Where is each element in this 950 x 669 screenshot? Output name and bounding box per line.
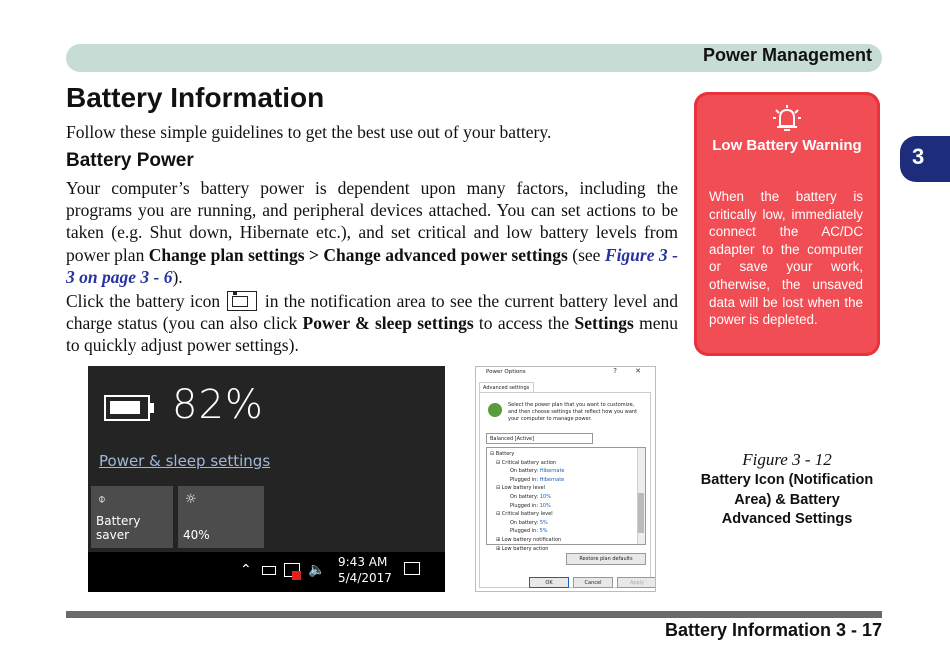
warning-title: Low Battery Warning: [712, 137, 862, 154]
chevron-up-icon[interactable]: ⌃: [240, 562, 252, 578]
warning-text: When the battery is critically low, immediately connect the AC/DC adapter to the computer or save your work, otherwise, the unsaved data will be lost when the power is depleted.: [709, 189, 863, 328]
power-plan-icon: [488, 403, 502, 417]
footer-bar: [66, 611, 882, 618]
volume-icon[interactable]: 🔈: [308, 562, 326, 578]
battery-icon: [227, 291, 257, 311]
brightness-label: 40%: [183, 528, 210, 542]
power-plan-select[interactable]: Balanced [Active]: [486, 433, 593, 444]
clock[interactable]: 9:43 AM 5/4/2017: [338, 555, 392, 585]
tree-item[interactable]: Plugged in: Hibernate: [510, 476, 565, 483]
header-title: Power Management: [702, 45, 872, 65]
dialog-description: Select the power plan that you want to customize, and then choose settings that reflect how you want your computer to manage power.: [508, 402, 638, 422]
dialog-title: Power Options: [486, 369, 526, 375]
tree-item[interactable]: ⊞ Low battery action: [496, 545, 549, 552]
power-sleep-settings-link[interactable]: Power & sleep settings: [99, 452, 271, 470]
tree-item[interactable]: Plugged in: 5%: [510, 528, 548, 535]
battery-flyout-screenshot: [88, 366, 445, 592]
tray-battery-icon[interactable]: [262, 566, 276, 575]
alarm-bell-icon: [772, 104, 802, 132]
brightness-icon: ☼: [185, 492, 197, 507]
figure-reference-link[interactable]: Figure 3 - 3 on page 3 - 6: [66, 244, 678, 287]
brightness-tile[interactable]: [178, 486, 264, 548]
battery-saver-icon: ⌽: [98, 492, 106, 507]
intro-text: Follow these simple guidelines to get the best use out of your battery.: [66, 122, 552, 142]
tree-item[interactable]: ⊟ Critical battery action: [496, 459, 557, 466]
notification-icon[interactable]: [404, 562, 420, 575]
battery-power-paragraph: Your computer’s battery power is dependent upon many factors, including the programs you are running, and peripheral devices attached. You can set actions to be taken (e.g. Shut down, Hibernate etc.), and set critical and low battery levels from power plan Change plan settings > Change advanced power settings (see Figure 3 - 3 on page 3 - 6).: [66, 178, 678, 287]
ok-button[interactable]: OK: [529, 577, 569, 588]
cancel-button[interactable]: Cancel: [573, 577, 613, 588]
tree-item[interactable]: Plugged in: 10%: [510, 502, 551, 509]
tree-item[interactable]: ⊟ Low battery level: [496, 485, 545, 492]
scrollbar-thumb[interactable]: [638, 493, 644, 533]
tree-item[interactable]: On battery: 5%: [510, 519, 548, 526]
battery-percent: 82%: [172, 382, 264, 428]
tree-item[interactable]: ⊟ Battery: [490, 451, 515, 457]
tree-item[interactable]: ⊞ Low battery notification: [496, 537, 562, 543]
battery-icon-paragraph: Click the battery icon in the notification area to see the current battery level and charge status (you can also click Power & sleep settings to access the Settings menu to quickly adjust power settings).: [66, 291, 679, 356]
battery-saver-tile[interactable]: [91, 486, 173, 548]
tree-item[interactable]: On battery: Hibernate: [510, 468, 565, 475]
figure-caption: Battery Icon (Notification Area) & Battery Advanced Settings: [700, 472, 874, 527]
footer-text: Battery Information 3 - 17: [664, 620, 882, 640]
chapter-tab: [900, 136, 950, 182]
page-title: Battery Information: [66, 82, 325, 113]
battery-saver-label: Battery saver: [96, 514, 141, 542]
apply-button[interactable]: Apply: [617, 577, 656, 588]
chapter-number: 3: [912, 144, 925, 169]
power-options-screenshot: [475, 366, 656, 592]
network-disconnected-icon: [292, 571, 301, 580]
tab-advanced-settings[interactable]: Advanced settings: [479, 382, 534, 393]
tree-item[interactable]: On battery: 10%: [510, 494, 551, 500]
battery-large-icon: [104, 395, 150, 421]
figure-label: Figure 3 - 12: [742, 450, 832, 469]
restore-defaults-button[interactable]: Restore plan defaults: [566, 553, 646, 565]
window-controls[interactable]: ? ✕: [613, 367, 649, 375]
tree-item[interactable]: ⊟ Critical battery level: [496, 511, 553, 518]
section-heading: Battery Power: [66, 150, 194, 171]
